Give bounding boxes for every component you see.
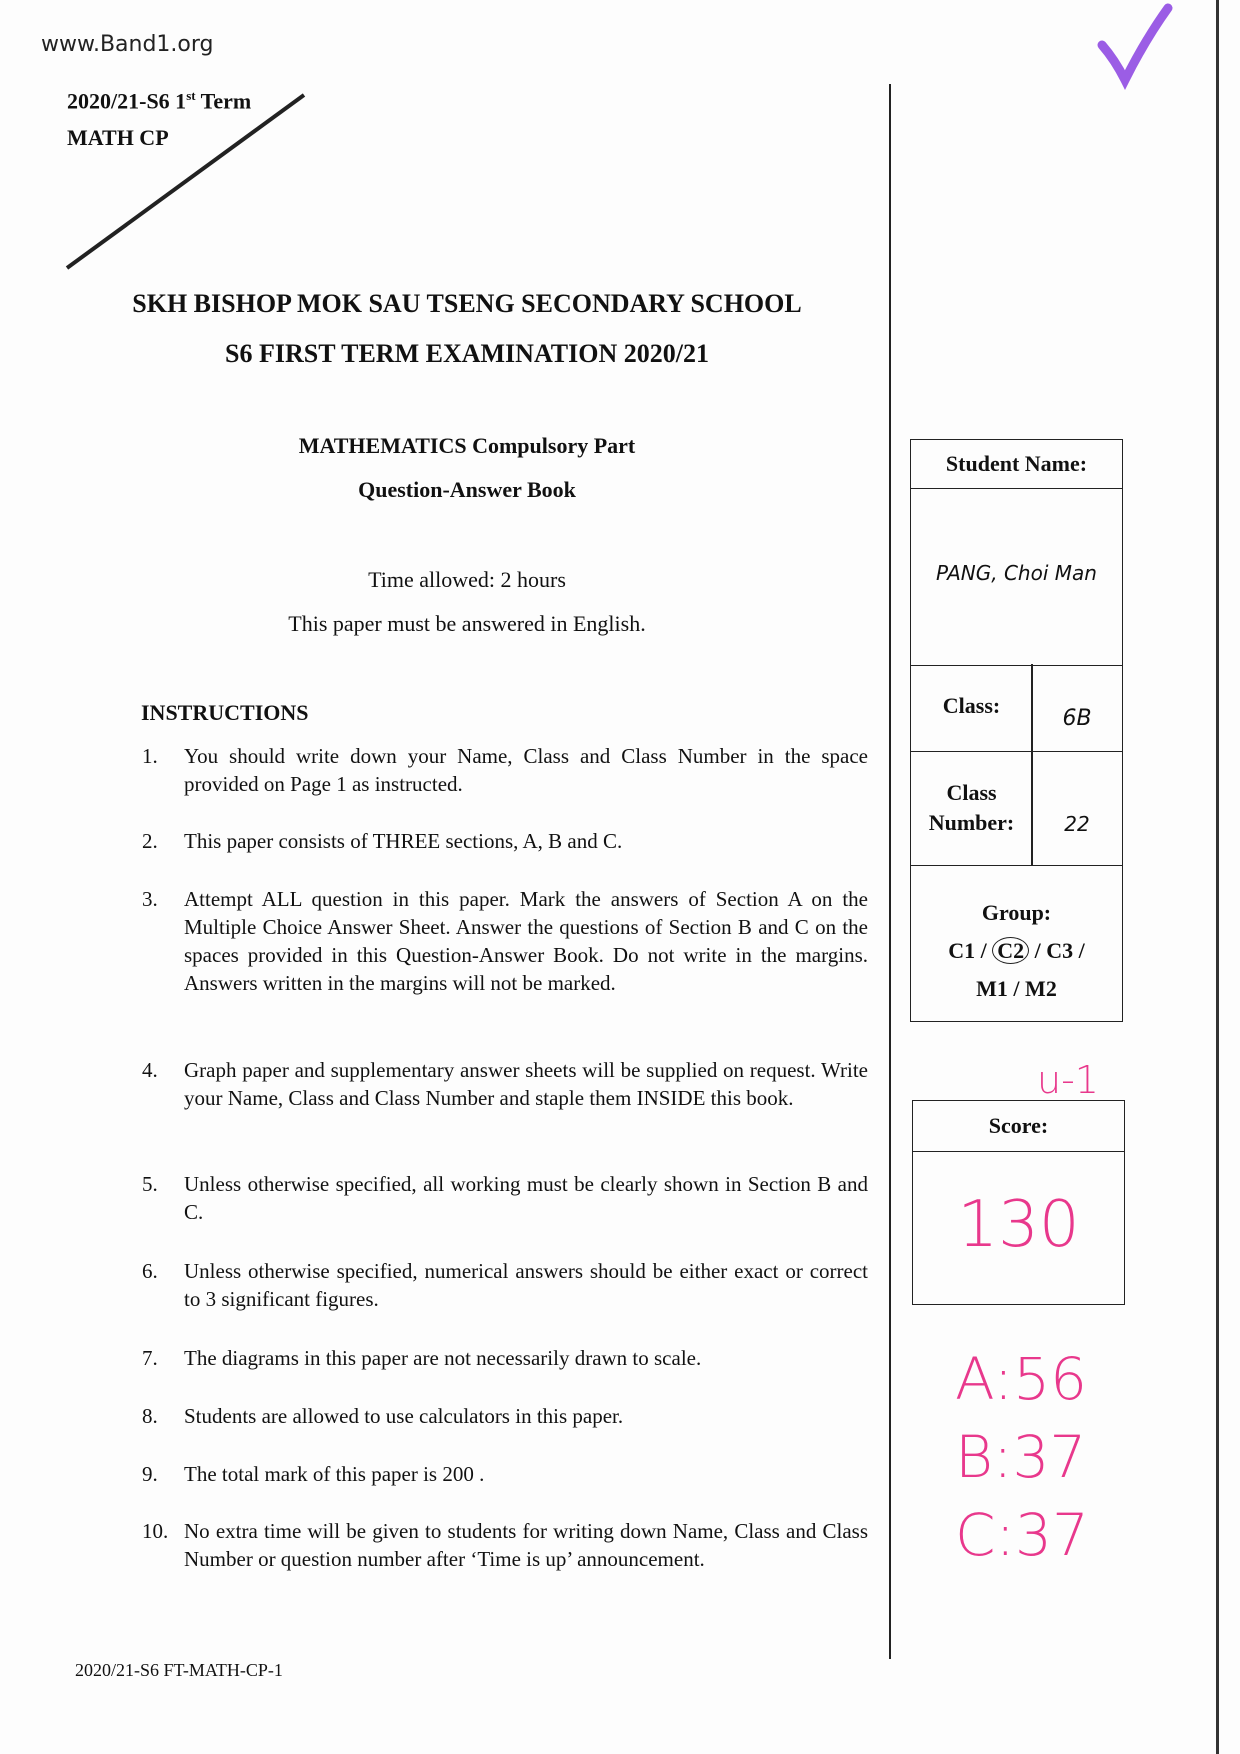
section-a-score: A:56 [955,1345,1088,1413]
group-label: Group: [981,900,1052,925]
student-name-value: PANG, Choi Man [936,561,1097,585]
instruction-number: 10. [142,1519,169,1543]
class-value: 6B [1062,706,1092,731]
instructions-heading: INSTRUCTIONS [141,700,309,725]
instruction-number: 5. [142,1172,158,1196]
watermark: www.Band1.org [41,32,214,57]
subject-code: MATH CP [67,125,169,150]
instruction-number: 1. [142,744,158,768]
group-c3: / C3 / [1034,938,1085,963]
instruction-text: Unless otherwise specified, numerical answers should be either exact or correct to 3 significant figures. [184,1259,868,1311]
school-name: SKH BISHOP MOK SAU TSENG SECONDARY SCHOOL [132,289,802,318]
instruction-item [142,1056,868,1112]
instruction-item [142,1460,868,1488]
instruction-text: Graph paper and supplementary answer sheets will be supplied on request. Write your Name, Class and Class Number and staple them INSIDE this book. [184,1058,868,1110]
group-options [911,932,1122,970]
page-footer: 2020/21-S6 FT-MATH-CP-1 [75,1660,283,1680]
class-number-value: 22 [1064,812,1090,836]
class-label: Class: [910,664,1033,752]
instruction-text: This paper consists of THREE sections, A, B and C. [184,829,623,853]
instruction-item [142,885,868,997]
student-name-field [910,487,1123,666]
check-mark-icon [1090,0,1180,100]
term-suffix: Term [195,88,252,114]
section-b-score: B:37 [955,1423,1087,1491]
group-c1: C1 / [948,938,987,963]
instruction-text: No extra time will be given to students for writing down Name, Class and Class Number or question number after ‘Time is up’ announcement. [184,1519,868,1571]
exam-title: S6 FIRST TERM EXAMINATION 2020/21 [225,339,709,368]
score-field [912,1150,1125,1305]
group-m: M1 / M2 [976,976,1057,1001]
group-c2-circled: C2 [992,937,1029,964]
language-note: This paper must be answered in English. [288,611,646,636]
class-number-label-1: Class [946,780,997,805]
class-field [1031,664,1123,752]
class-number-field [1031,750,1123,866]
instruction-text: Attempt ALL question in this paper. Mark the answers of Section A on the Multiple Choice Answer Sheet. Answer the questions of Section B and C on the spaces provided in this Question-Answer Book. Do not write in the margins. Answers written in the margins will not be marked. [184,887,868,995]
diagonal-line [0,0,1240,300]
instruction-text: You should write down your Name, Class and Class Number in the space provided on Page 1 as instructed. [184,744,868,796]
instruction-number: 3. [142,887,158,911]
instruction-item [142,1344,868,1372]
section-c-score: C:37 [955,1501,1089,1569]
instruction-number: 6. [142,1259,158,1283]
instruction-item [142,1257,868,1313]
instruction-item [142,827,868,855]
instruction-item [142,1402,868,1430]
page-edge [1216,0,1219,1754]
paper-book: Question-Answer Book [358,477,576,502]
margin-line [889,84,891,1659]
instruction-number: 7. [142,1346,158,1370]
instruction-item [142,1517,868,1573]
class-number-label-2: Number: [928,810,1015,835]
instruction-item [142,742,868,798]
paper-subject: MATHEMATICS Compulsory Part [298,433,636,458]
term-sup: st [186,88,196,103]
instruction-number: 9. [142,1462,158,1486]
score-note: u-1 [1037,1058,1099,1102]
score-label: Score: [912,1100,1125,1152]
instruction-text: Unless otherwise specified, all working must be clearly shown in Section B and C. [184,1172,868,1224]
section-scores [955,1340,1089,1574]
instruction-text: The diagrams in this paper are not necessarily drawn to scale. [184,1346,702,1370]
time-allowed: Time allowed: 2 hours [368,567,566,592]
term-text: 2020/21-S6 1 [67,88,187,114]
instruction-item [142,1170,868,1226]
student-name-label: Student Name: [910,439,1123,489]
score-value: 130 [957,1188,1080,1262]
instruction-text: The total mark of this paper is 200 . [184,1462,485,1486]
instruction-number: 4. [142,1058,158,1082]
instruction-number: 8. [142,1404,158,1428]
instruction-number: 2. [142,829,158,853]
group-field [910,864,1123,1022]
class-number-label [910,750,1033,866]
instruction-text: Students are allowed to use calculators in this paper. [184,1404,624,1428]
